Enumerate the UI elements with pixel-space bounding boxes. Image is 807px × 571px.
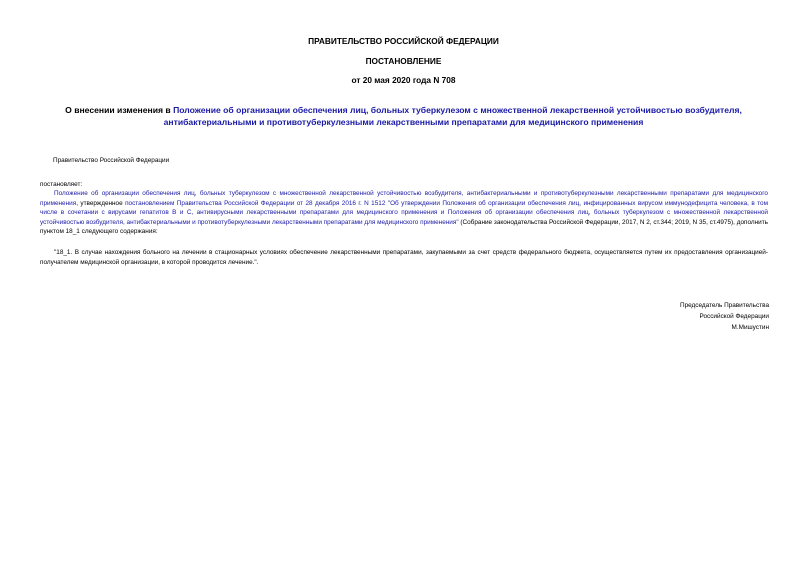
government-heading: ПРАВИТЕЛЬСТВО РОССИЙСКОЙ ФЕДЕРАЦИИ — [308, 36, 499, 46]
document-title — [40, 104, 767, 128]
date-number-heading: от 20 мая 2020 года N 708 — [351, 75, 456, 85]
resolves-text: постановляет: — [40, 181, 83, 188]
signature-name: М.Мишустин — [731, 324, 769, 331]
title-prefix: О внесении изменения в — [65, 105, 174, 115]
paragraph-text: , утвержденное — [76, 199, 126, 207]
title-regulation-link[interactable]: Положение об организации обеспечения лиц, больных туберкулезом с множественной лекарственной устойчивостью возбудителя, антибактериальными и противотуберкулезными лекарственными препаратами для медицинского применения — [163, 105, 742, 127]
signature-position-line2: Российской Федерации — [699, 313, 769, 320]
regulation-link[interactable]: Положение об организации обеспечения лиц, больных туберкулезом с множественной лекарственной устойчивостью возбудителя, антибактериальными и противотуберкулезными лекарственными препаратами для медицинского применения — [40, 190, 768, 207]
signature-position-line1: Председатель Правительства — [680, 302, 769, 309]
amendment-paragraph — [40, 189, 768, 237]
resolution-1512-link[interactable]: постановлением Правительства Российской Федерации от 28 декабря 2016 г. N 1512 "Об утверждении Положения об организации обеспечения лиц, инфицированных вирусом иммунодефицита человека, в том числе в сочетании с вирусами гепатитов B и C, антивирусными лекарственными препаратами для медицинского применения и Положения об организации обеспечения лиц, больных туберкулезом с множественной лекарственной устойчивостью возбудителя, антибактериальными и противотуберкулезными лекарственными препаратами для медицинского применения" — [40, 199, 768, 226]
paragraph-text-end: (Собрание законодательства Российской Федерации, 2017, N 2, ст.344; 2019, N 35, ст.4975), дополнить пунктом 18_1 следующего содержания: — [40, 218, 768, 235]
preamble-text: Правительство Российской Федерации — [53, 157, 170, 164]
document-type-heading: ПОСТАНОВЛЕНИЕ — [365, 56, 442, 66]
new-clause-text: "18_1. В случае нахождения больного на лечении в стационарных условиях обеспечение лекарственными препаратами, закупаемыми за счет средств федерального бюджета, осуществляется путем их предоставления организацией-получателем медицинской организации, в которой проводится лечение.". — [40, 249, 768, 266]
signature-block — [680, 300, 769, 333]
